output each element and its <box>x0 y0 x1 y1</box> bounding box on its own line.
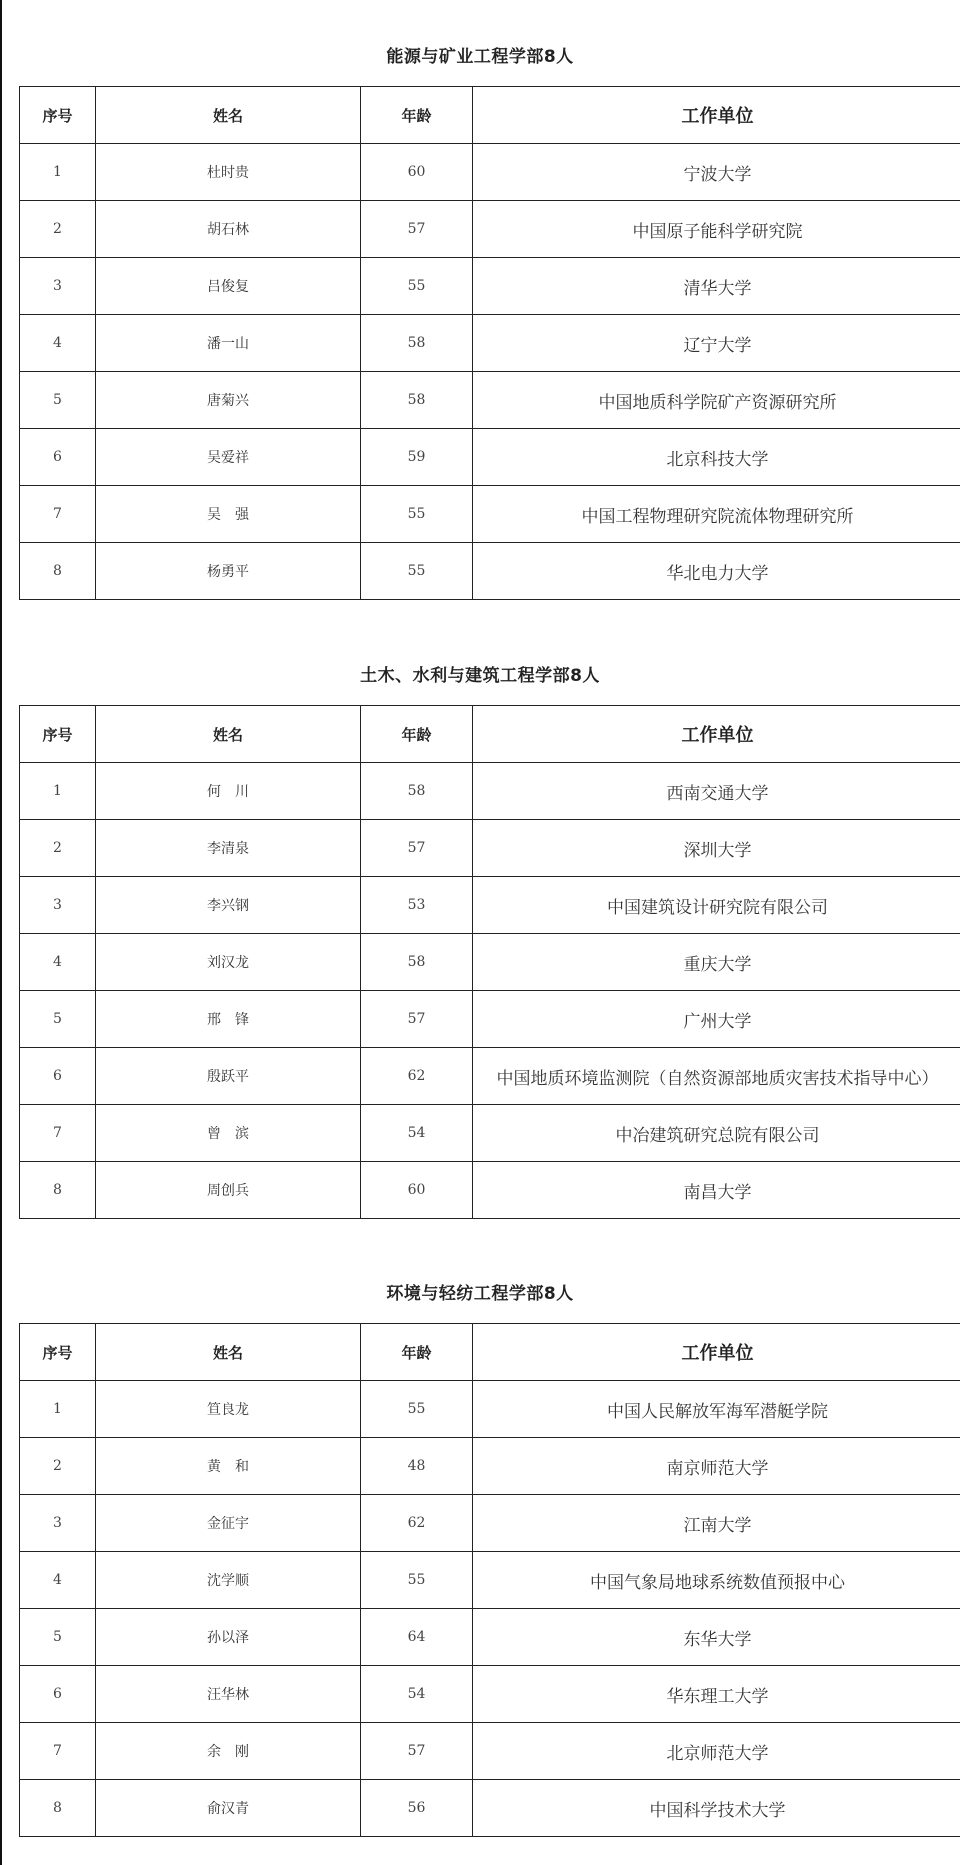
cell-index: 4 <box>20 315 96 372</box>
cell-index: 2 <box>20 201 96 258</box>
cell-index: 8 <box>20 543 96 600</box>
cell-age: 59 <box>361 429 473 486</box>
header-index: 序号 <box>20 87 96 144</box>
cell-unit: 华东理工大学 <box>473 1666 960 1723</box>
cell-age: 53 <box>361 877 473 934</box>
header-name: 姓名 <box>96 706 361 763</box>
table-row <box>20 1780 960 1837</box>
cell-name: 孙以泽 <box>96 1609 361 1666</box>
cell-index: 3 <box>20 258 96 315</box>
cell-name: 邢 锋 <box>96 991 361 1048</box>
roster-table <box>19 1323 960 1837</box>
cell-unit: 中国地质环境监测院（自然资源部地质灾害技术指导中心） <box>473 1048 960 1105</box>
left-border-rule <box>0 0 2 1865</box>
table-row <box>20 1438 960 1495</box>
section-title: 土木、水利与建筑工程学部8人 <box>360 666 600 686</box>
cell-unit: 中国科学技术大学 <box>473 1780 960 1837</box>
cell-age: 62 <box>361 1495 473 1552</box>
roster-table <box>19 86 960 600</box>
cell-age: 64 <box>361 1609 473 1666</box>
header-unit: 工作单位 <box>473 87 960 144</box>
cell-unit: 北京师范大学 <box>473 1723 960 1780</box>
section-title: 环境与轻纺工程学部8人 <box>386 1284 574 1304</box>
cell-age: 62 <box>361 1048 473 1105</box>
cell-name: 杜时贵 <box>96 144 361 201</box>
cell-age: 57 <box>361 991 473 1048</box>
table-header-row <box>20 706 960 763</box>
cell-unit: 中国工程物理研究院流体物理研究所 <box>473 486 960 543</box>
section-title: 能源与矿业工程学部8人 <box>386 47 574 67</box>
cell-index: 4 <box>20 934 96 991</box>
cell-name: 俞汉青 <box>96 1780 361 1837</box>
cell-name: 殷跃平 <box>96 1048 361 1105</box>
cell-index: 4 <box>20 1552 96 1609</box>
cell-index: 5 <box>20 372 96 429</box>
header-unit: 工作单位 <box>473 706 960 763</box>
cell-name: 汪华林 <box>96 1666 361 1723</box>
cell-unit: 北京科技大学 <box>473 429 960 486</box>
cell-age: 57 <box>361 201 473 258</box>
header-age: 年龄 <box>361 1324 473 1381</box>
cell-age: 55 <box>361 543 473 600</box>
cell-index: 7 <box>20 1105 96 1162</box>
cell-unit: 广州大学 <box>473 991 960 1048</box>
header-age: 年龄 <box>361 87 473 144</box>
header-name: 姓名 <box>96 1324 361 1381</box>
cell-unit: 中国原子能科学研究院 <box>473 201 960 258</box>
table-header-row <box>20 87 960 144</box>
cell-age: 56 <box>361 1780 473 1837</box>
cell-age: 58 <box>361 934 473 991</box>
cell-age: 55 <box>361 258 473 315</box>
table-row <box>20 1723 960 1780</box>
cell-index: 3 <box>20 1495 96 1552</box>
cell-index: 6 <box>20 429 96 486</box>
cell-index: 6 <box>20 1666 96 1723</box>
table-row <box>20 1666 960 1723</box>
cell-age: 55 <box>361 1381 473 1438</box>
cell-unit: 中国建筑设计研究院有限公司 <box>473 877 960 934</box>
cell-age: 58 <box>361 763 473 820</box>
cell-index: 2 <box>20 1438 96 1495</box>
table-row <box>20 1552 960 1609</box>
cell-unit: 中冶建筑研究总院有限公司 <box>473 1105 960 1162</box>
cell-unit: 清华大学 <box>473 258 960 315</box>
cell-name: 李兴钢 <box>96 877 361 934</box>
cell-age: 54 <box>361 1105 473 1162</box>
table-row <box>20 1105 960 1162</box>
cell-index: 8 <box>20 1780 96 1837</box>
cell-unit: 中国地质科学院矿产资源研究所 <box>473 372 960 429</box>
cell-name: 何 川 <box>96 763 361 820</box>
table-row <box>20 543 960 600</box>
table-row <box>20 1495 960 1552</box>
header-name: 姓名 <box>96 87 361 144</box>
cell-name: 吴爱祥 <box>96 429 361 486</box>
table-row <box>20 934 960 991</box>
header-index: 序号 <box>20 706 96 763</box>
table-header-row <box>20 1324 960 1381</box>
table-row <box>20 1381 960 1438</box>
cell-name: 吴 强 <box>96 486 361 543</box>
cell-name: 曾 滨 <box>96 1105 361 1162</box>
cell-age: 60 <box>361 144 473 201</box>
cell-name: 笪良龙 <box>96 1381 361 1438</box>
cell-name: 黄 和 <box>96 1438 361 1495</box>
table-row <box>20 258 960 315</box>
cell-unit: 重庆大学 <box>473 934 960 991</box>
cell-name: 潘一山 <box>96 315 361 372</box>
cell-age: 58 <box>361 372 473 429</box>
header-unit: 工作单位 <box>473 1324 960 1381</box>
cell-index: 7 <box>20 486 96 543</box>
cell-name: 金征宇 <box>96 1495 361 1552</box>
cell-name: 李清泉 <box>96 820 361 877</box>
table-row <box>20 486 960 543</box>
header-age: 年龄 <box>361 706 473 763</box>
cell-index: 1 <box>20 763 96 820</box>
cell-index: 1 <box>20 144 96 201</box>
cell-name: 沈学顺 <box>96 1552 361 1609</box>
cell-index: 6 <box>20 1048 96 1105</box>
cell-unit: 中国人民解放军海军潜艇学院 <box>473 1381 960 1438</box>
cell-index: 5 <box>20 991 96 1048</box>
table-row <box>20 1609 960 1666</box>
cell-name: 余 刚 <box>96 1723 361 1780</box>
cell-index: 5 <box>20 1609 96 1666</box>
cell-age: 55 <box>361 486 473 543</box>
cell-age: 54 <box>361 1666 473 1723</box>
cell-age: 48 <box>361 1438 473 1495</box>
table-row <box>20 372 960 429</box>
cell-unit: 南京师范大学 <box>473 1438 960 1495</box>
header-index: 序号 <box>20 1324 96 1381</box>
cell-index: 1 <box>20 1381 96 1438</box>
cell-unit: 南昌大学 <box>473 1162 960 1219</box>
cell-name: 刘汉龙 <box>96 934 361 991</box>
cell-index: 8 <box>20 1162 96 1219</box>
cell-age: 60 <box>361 1162 473 1219</box>
cell-index: 7 <box>20 1723 96 1780</box>
table-row <box>20 1162 960 1219</box>
cell-name: 周创兵 <box>96 1162 361 1219</box>
cell-name: 胡石林 <box>96 201 361 258</box>
cell-age: 57 <box>361 820 473 877</box>
cell-unit: 东华大学 <box>473 1609 960 1666</box>
cell-unit: 西南交通大学 <box>473 763 960 820</box>
table-row <box>20 1048 960 1105</box>
cell-unit: 华北电力大学 <box>473 543 960 600</box>
cell-name: 杨勇平 <box>96 543 361 600</box>
table-row <box>20 877 960 934</box>
cell-age: 55 <box>361 1552 473 1609</box>
table-row <box>20 820 960 877</box>
cell-unit: 宁波大学 <box>473 144 960 201</box>
cell-name: 吕俊复 <box>96 258 361 315</box>
table-row <box>20 429 960 486</box>
roster-table <box>19 705 960 1219</box>
cell-unit: 中国气象局地球系统数值预报中心 <box>473 1552 960 1609</box>
cell-age: 58 <box>361 315 473 372</box>
table-row <box>20 991 960 1048</box>
table-row <box>20 763 960 820</box>
cell-unit: 辽宁大学 <box>473 315 960 372</box>
table-row <box>20 315 960 372</box>
cell-index: 2 <box>20 820 96 877</box>
cell-age: 57 <box>361 1723 473 1780</box>
cell-name: 唐菊兴 <box>96 372 361 429</box>
table-row <box>20 201 960 258</box>
table-row <box>20 144 960 201</box>
cell-unit: 江南大学 <box>473 1495 960 1552</box>
cell-index: 3 <box>20 877 96 934</box>
cell-unit: 深圳大学 <box>473 820 960 877</box>
